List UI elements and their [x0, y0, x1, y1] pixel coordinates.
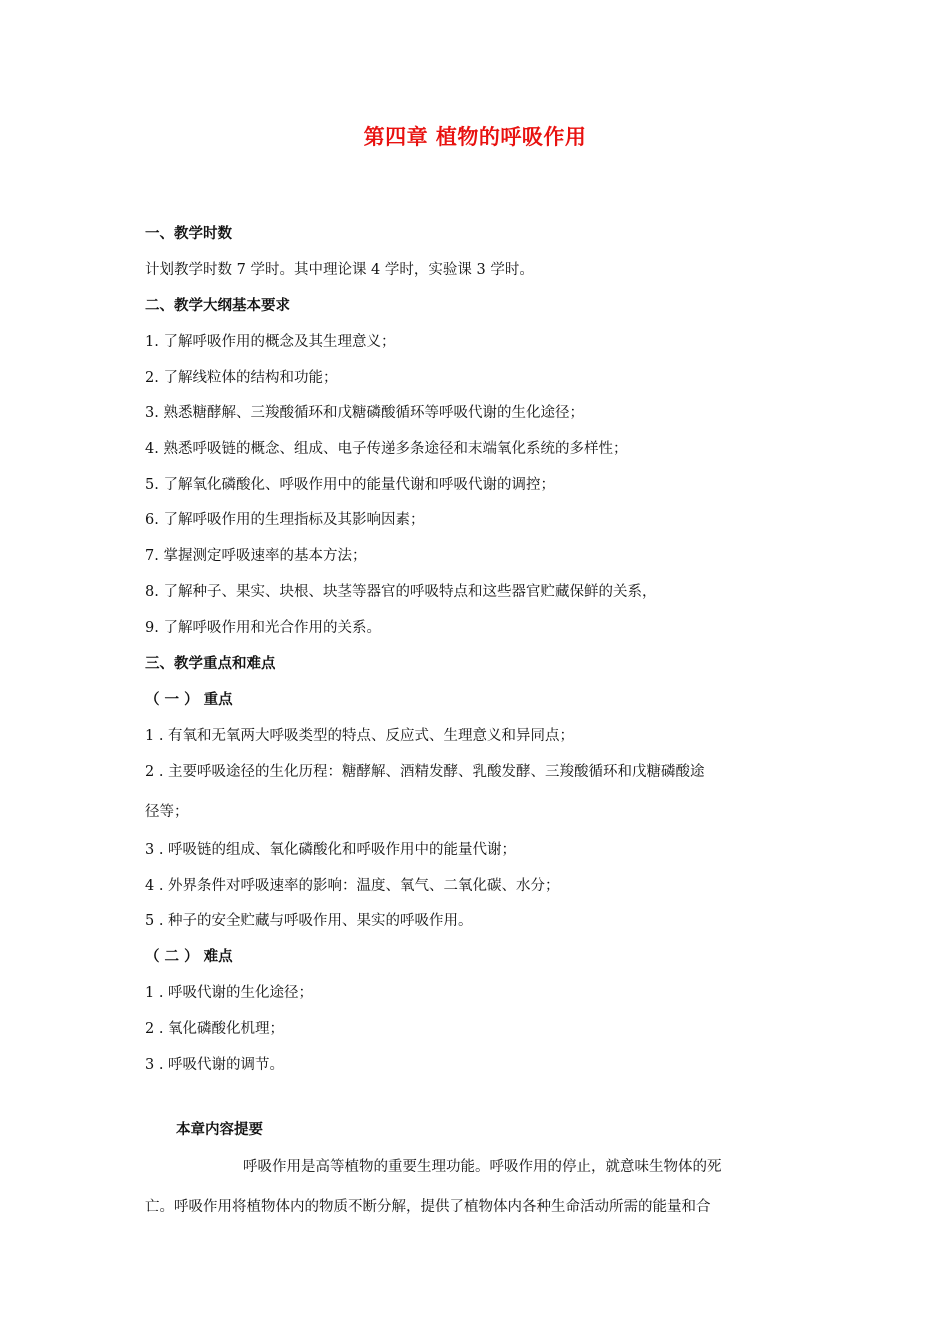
key-point-item: 4 . 外界条件对呼吸速率的影响：温度、氧气、二氧化碳、水分；	[145, 878, 560, 894]
requirement-item: 6. 了解呼吸作用的生理指标及其影响因素；	[145, 512, 425, 528]
section1-text: 计划教学时数 7 学时。其中理论课 4 学时，实验课 3 学时。	[145, 262, 534, 278]
difficult-point-item: 2 . 氧化磷酸化机理；	[145, 1021, 285, 1037]
key-point-item: 1 . 有氧和无氧两大呼吸类型的特点、反应式、生理意义和异同点；	[145, 728, 575, 744]
chapter-title: 第四章 植物的呼吸作用	[363, 125, 587, 149]
requirement-item: 7. 掌握测定呼吸速率的基本方法；	[145, 548, 367, 564]
requirement-item: 9. 了解呼吸作用和光合作用的关系。	[145, 620, 381, 636]
requirement-item: 3. 熟悉糖酵解、三羧酸循环和戊糖磷酸循环等呼吸代谢的生化途径；	[145, 405, 584, 421]
requirement-item: 2. 了解线粒体的结构和功能；	[145, 370, 338, 386]
requirement-item: 1. 了解呼吸作用的概念及其生理意义；	[145, 334, 396, 350]
difficult-point-item: 3 . 呼吸代谢的调节。	[145, 1057, 285, 1073]
summary-heading: 本章内容提要	[176, 1122, 263, 1138]
key-point-item: 3 . 呼吸链的组成、氧化磷酸化和呼吸作用中的能量代谢；	[145, 842, 517, 858]
requirement-item: 5. 了解氧化磷酸化、呼吸作用中的能量代谢和呼吸代谢的调控；	[145, 477, 555, 493]
key-point-item-continuation: 径等；	[145, 804, 189, 820]
summary-paragraph-line: 亡。呼吸作用将植物体内的物质不断分解，提供了植物体内各种生命活动所需的能量和合	[145, 1199, 711, 1215]
key-points-heading: （ 一 ） 重点	[145, 692, 233, 708]
difficult-points-heading: （ 二 ） 难点	[145, 949, 233, 965]
section2-heading: 二、教学大纲基本要求	[145, 298, 290, 314]
summary-paragraph-line: 呼吸作用是高等植物的重要生理功能。呼吸作用的停止，就意味生物体的死	[243, 1159, 722, 1175]
requirement-item: 8. 了解种子、果实、块根、块茎等器官的呼吸特点和这些器官贮藏保鲜的关系，	[145, 584, 657, 600]
section3-heading: 三、教学重点和难点	[145, 656, 276, 672]
key-point-item: 5 . 种子的安全贮藏与呼吸作用、果实的呼吸作用。	[145, 913, 473, 929]
requirement-item: 4. 熟悉呼吸链的概念、组成、电子传递多条途径和末端氧化系统的多样性；	[145, 441, 628, 457]
difficult-point-item: 1 . 呼吸代谢的生化途径；	[145, 985, 314, 1001]
key-point-item: 2 . 主要呼吸途径的生化历程：糖酵解、酒精发酵、乳酸发酵、三羧酸循环和戊糖磷酸途	[145, 764, 705, 780]
section1-heading: 一、教学时数	[145, 226, 232, 242]
